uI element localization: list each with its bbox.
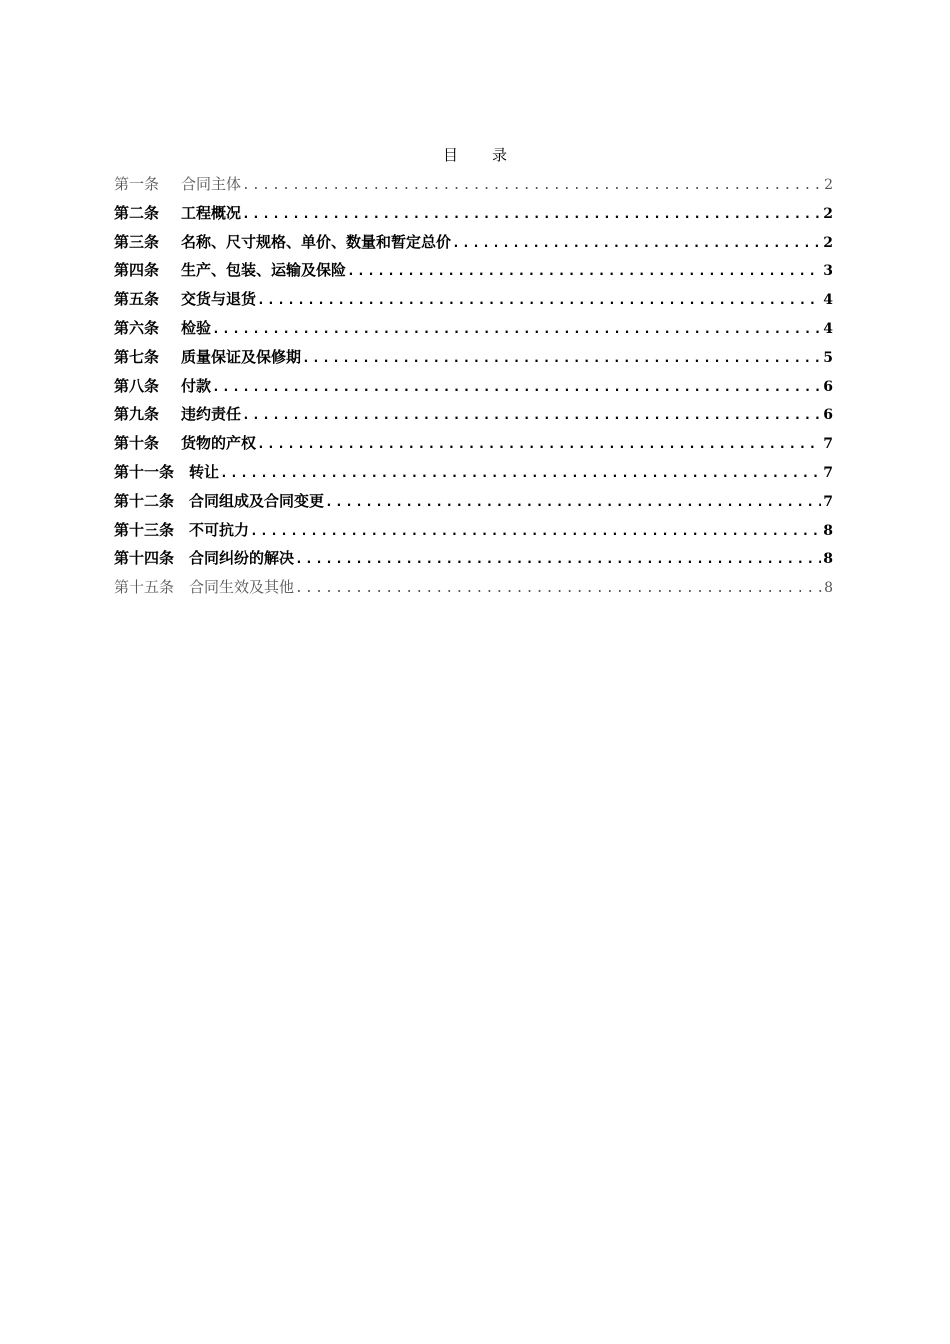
toc-entry[interactable] (114, 576, 833, 605)
toc-entry[interactable] (114, 375, 833, 404)
toc-entry-number: 第十二条 (114, 491, 175, 510)
toc-entry-page: 7 (823, 436, 833, 453)
toc-entry-number: 第九条 (114, 405, 160, 424)
toc-leader-dots (257, 290, 821, 312)
toc-leader-dots (295, 578, 822, 600)
toc-leader-dots (220, 463, 821, 485)
toc-entry-number: 第十条 (114, 434, 160, 453)
toc-entry[interactable] (114, 173, 833, 202)
toc-entry-label: 付款 (181, 376, 212, 395)
toc-leader-dots (302, 348, 821, 370)
toc-entry[interactable] (114, 403, 833, 432)
toc-entry-label: 合同纠纷的解决 (189, 549, 295, 568)
toc-leader-dots (325, 492, 821, 514)
toc-entry-label: 交货与退货 (181, 290, 257, 309)
toc-entry-number: 第四条 (114, 261, 160, 280)
toc-entry-label: 不可抗力 (189, 520, 250, 539)
toc-entry-label: 生产、包装、运输及保险 (181, 261, 347, 280)
toc-entry-page: 4 (823, 320, 833, 337)
toc-entry-number: 第五条 (114, 290, 160, 309)
toc-entry-label: 转让 (189, 462, 220, 481)
toc-entry[interactable] (114, 202, 833, 231)
toc-leader-dots (242, 204, 821, 226)
toc-leader-dots (212, 377, 821, 399)
toc-entry[interactable] (114, 490, 833, 519)
toc-leader-dots (212, 319, 821, 341)
toc-entry-label: 合同组成及合同变更 (189, 491, 325, 510)
toc-leader-dots (242, 175, 822, 197)
toc-entry[interactable] (114, 519, 833, 548)
toc-entry-page: 4 (823, 292, 833, 309)
toc-entry-number: 第十一条 (114, 462, 175, 481)
toc-entry-number: 第十五条 (114, 578, 175, 597)
toc-leader-dots (257, 434, 821, 456)
toc-entry-page: 8 (824, 580, 833, 597)
toc-title-part2: 录 (492, 146, 508, 164)
toc-entry-page: 2 (824, 177, 833, 193)
toc-entry-label: 合同主体 (181, 175, 242, 193)
toc-entry-page: 7 (823, 493, 833, 510)
toc-entry-page: 3 (823, 263, 833, 280)
toc-entry-page: 2 (823, 205, 833, 222)
toc-entry-number: 第三条 (114, 232, 160, 251)
toc-entry-label: 检验 (181, 318, 212, 337)
toc-entry-label: 质量保证及保修期 (181, 347, 302, 366)
toc-title (0, 144, 950, 166)
toc-entry-label: 货物的产权 (181, 434, 257, 453)
toc-entry[interactable] (114, 547, 833, 576)
toc-entry-label: 合同生效及其他 (189, 578, 295, 597)
toc-entry[interactable] (114, 432, 833, 461)
toc-leader-dots (452, 233, 821, 255)
toc-entry-number: 第六条 (114, 318, 160, 337)
toc-leader-dots (250, 521, 821, 543)
toc-entry-page: 6 (823, 378, 833, 395)
toc-entry-page: 5 (823, 349, 833, 366)
toc-entry-page: 6 (823, 407, 833, 424)
toc-entry-page: 7 (823, 464, 833, 481)
toc-entry-label: 名称、尺寸规格、单价、数量和暂定总价 (181, 232, 452, 251)
toc-entry-page: 8 (823, 522, 833, 539)
toc-leader-dots (295, 549, 821, 571)
toc-entry-number: 第一条 (114, 175, 160, 193)
toc-entry-number: 第十三条 (114, 520, 175, 539)
toc-entry-label: 违约责任 (181, 405, 242, 424)
toc-entry-label: 工程概况 (181, 203, 242, 222)
toc-list (114, 173, 833, 605)
toc-entry[interactable] (114, 346, 833, 375)
toc-entry[interactable] (114, 288, 833, 317)
toc-entry-number: 第十四条 (114, 549, 175, 568)
toc-entry-page: 2 (823, 234, 833, 251)
toc-entry[interactable] (114, 231, 833, 260)
toc-title-part1: 目 (442, 146, 458, 164)
toc-entry-number: 第二条 (114, 203, 160, 222)
toc-entry[interactable] (114, 317, 833, 346)
toc-entry-number: 第七条 (114, 347, 160, 366)
toc-entry[interactable] (114, 259, 833, 288)
toc-entry-number: 第八条 (114, 376, 160, 395)
toc-entry[interactable] (114, 461, 833, 490)
toc-leader-dots (347, 261, 821, 283)
toc-entry-page: 8 (823, 551, 833, 568)
toc-leader-dots (242, 405, 821, 427)
